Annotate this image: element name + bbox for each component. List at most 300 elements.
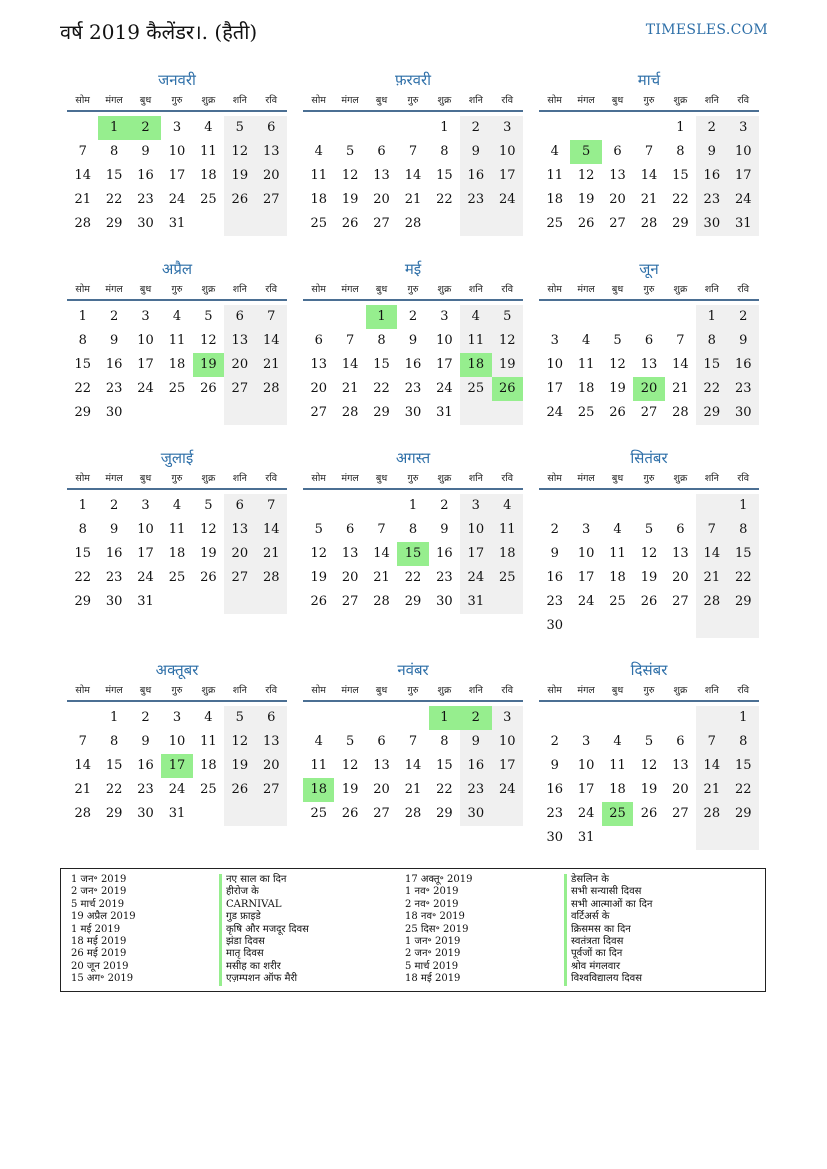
day-cell: 2 <box>728 305 759 329</box>
day-cell: 20 <box>224 542 255 566</box>
day-cell: 18 <box>200 168 217 183</box>
holiday-entry: 25 दिस॰ 2019 <box>405 923 469 935</box>
weekday-label: गुरु <box>171 95 183 106</box>
holiday-entry: सभी सन्यासी दिवस <box>564 886 652 898</box>
day-cell: 18 <box>200 758 217 773</box>
day-cell: 26 <box>224 188 255 212</box>
day-cell: 8 <box>728 730 759 754</box>
day-cell: 17 <box>161 754 192 778</box>
day-cell: 30 <box>137 216 154 231</box>
day-cell: 26 <box>577 216 595 231</box>
holiday-entry: 17 अक्तू॰ 2019 <box>405 874 473 885</box>
weekday-label: गुरु <box>171 685 183 696</box>
weekday-header <box>67 281 287 301</box>
day-cell: 28 <box>256 566 287 590</box>
day-cell: 28 <box>373 594 390 609</box>
weekday-label: सोम <box>311 473 326 484</box>
weekday-label: रवि <box>501 284 514 295</box>
holiday-entry: मातृ दिवस <box>219 948 309 960</box>
day-cell: 25 <box>200 782 217 797</box>
empty-cell <box>492 401 523 425</box>
day-cell: 27 <box>373 216 390 231</box>
weekday-header <box>303 682 523 702</box>
day-grid <box>303 494 523 614</box>
weekday-label: शनि <box>704 284 719 295</box>
weekday-label: बुध <box>611 473 624 484</box>
weekday-label: मंगल <box>577 473 595 484</box>
holiday-entry: क्रिसमस का दिन <box>564 924 652 936</box>
day-cell: 10 <box>577 546 595 561</box>
day-cell: 24 <box>728 188 759 212</box>
day-cell: 28 <box>74 216 91 231</box>
day-cell: 19 <box>577 192 595 207</box>
day-cell: 20 <box>633 377 664 401</box>
day-cell: 31 <box>728 212 759 236</box>
day-cell: 30 <box>696 212 727 236</box>
day-cell: 13 <box>672 546 689 561</box>
day-cell: 5 <box>613 333 622 348</box>
day-cell: 22 <box>728 566 759 590</box>
day-cell: 21 <box>256 353 287 377</box>
empty-cell <box>303 706 334 730</box>
day-cell: 29 <box>105 216 123 231</box>
holiday-entry: श्रोव मंगलवार <box>564 961 652 973</box>
day-cell: 15 <box>373 357 390 372</box>
day-cell: 22 <box>105 782 123 797</box>
day-cell: 5 <box>644 734 654 749</box>
weekday-label: शनि <box>468 95 483 106</box>
day-cell: 18 <box>492 542 523 566</box>
weekday-label: रवि <box>737 685 750 696</box>
holiday-entry: 15 अग॰ 2019 <box>71 973 134 985</box>
holiday-entry: 2 जन॰ 2019 <box>405 948 461 960</box>
month-name: जुलाई <box>160 449 194 467</box>
weekday-label: सोम <box>75 685 90 696</box>
weekday-label: मंगल <box>577 95 595 106</box>
day-cell: 30 <box>728 401 759 425</box>
day-cell: 3 <box>492 116 523 140</box>
day-cell: 18 <box>168 546 186 561</box>
day-cell: 10 <box>577 758 595 773</box>
day-cell: 14 <box>256 518 287 542</box>
day-cell: 9 <box>460 730 491 754</box>
day-cell: 2 <box>109 309 119 324</box>
weekday-label: शनि <box>468 685 483 696</box>
day-cell: 6 <box>256 116 287 140</box>
empty-cell <box>460 401 491 425</box>
day-cell: 17 <box>492 754 523 778</box>
day-cell: 7 <box>78 734 87 749</box>
weekday-label: शुक्र <box>201 284 216 295</box>
day-cell: 18 <box>303 778 334 802</box>
holiday-names-col2 <box>564 874 652 986</box>
day-cell: 3 <box>460 494 491 518</box>
day-cell: 23 <box>137 192 154 207</box>
day-cell: 22 <box>105 192 123 207</box>
empty-cell <box>256 212 287 236</box>
day-cell: 18 <box>460 353 491 377</box>
day-cell: 11 <box>168 333 186 348</box>
weekday-label: बुध <box>139 473 152 484</box>
day-cell: 21 <box>341 381 359 396</box>
day-cell: 1 <box>728 706 759 730</box>
weekday-label: बुध <box>375 284 388 295</box>
empty-cell <box>492 212 523 236</box>
day-cell: 23 <box>436 570 453 585</box>
month-block <box>67 70 287 236</box>
empty-cell <box>303 305 334 329</box>
day-cell: 23 <box>460 188 491 212</box>
empty-cell <box>665 826 696 850</box>
day-cell: 6 <box>256 706 287 730</box>
day-cell: 11 <box>609 758 626 773</box>
empty-cell <box>256 590 287 614</box>
day-cell: 19 <box>609 381 626 396</box>
day-cell: 10 <box>168 144 186 159</box>
day-cell: 17 <box>728 164 759 188</box>
day-cell: 19 <box>640 570 658 585</box>
day-cell: 21 <box>74 782 91 797</box>
day-cell: 7 <box>408 734 418 749</box>
day-cell: 12 <box>224 730 255 754</box>
day-cell: 8 <box>696 329 727 353</box>
day-cell: 7 <box>696 518 727 542</box>
day-cell: 16 <box>546 570 563 585</box>
day-cell: 9 <box>550 546 559 561</box>
day-cell: 4 <box>314 734 323 749</box>
weekday-label: मंगल <box>341 95 359 106</box>
day-cell: 9 <box>460 140 491 164</box>
weekday-label: शनि <box>704 685 719 696</box>
weekday-label: मंगल <box>341 685 359 696</box>
weekday-label: शनि <box>232 473 247 484</box>
empty-cell <box>539 116 570 140</box>
day-cell: 12 <box>341 168 359 183</box>
month-name: जनवरी <box>158 71 196 89</box>
day-cell: 7 <box>676 333 685 348</box>
weekday-label: शुक्र <box>201 473 216 484</box>
day-grid <box>539 494 759 638</box>
day-cell: 8 <box>377 333 386 348</box>
empty-cell <box>539 305 570 329</box>
day-cell: 27 <box>373 806 390 821</box>
empty-cell <box>256 802 287 826</box>
weekday-label: रवि <box>737 284 750 295</box>
day-cell: 26 <box>200 381 217 396</box>
day-cell: 6 <box>345 522 355 537</box>
weekday-label: गुरु <box>643 685 655 696</box>
weekday-header <box>539 92 759 112</box>
day-cell: 2 <box>550 522 559 537</box>
month-block <box>67 660 287 826</box>
empty-cell <box>539 706 570 730</box>
day-cell: 17 <box>460 542 491 566</box>
day-cell: 17 <box>546 381 563 396</box>
day-cell: 8 <box>728 518 759 542</box>
day-cell: 22 <box>672 192 689 207</box>
weekday-label: शनि <box>468 284 483 295</box>
day-grid <box>67 494 287 614</box>
day-cell: 19 <box>224 754 255 778</box>
month-block <box>303 70 523 236</box>
day-cell: 17 <box>436 357 453 372</box>
weekday-label: शुक्र <box>673 284 688 295</box>
day-cell: 18 <box>609 782 626 797</box>
holiday-entry: 1 जन॰ 2019 <box>405 936 461 948</box>
day-cell: 15 <box>74 357 91 372</box>
day-cell: 20 <box>373 192 390 207</box>
brand-link[interactable]: TIMESLES.COM <box>645 22 768 38</box>
empty-cell <box>602 826 633 850</box>
weekday-label: शुक्र <box>201 95 216 106</box>
month-block <box>303 660 523 826</box>
day-cell: 9 <box>440 522 449 537</box>
day-cell: 14 <box>373 546 390 561</box>
day-cell: 24 <box>168 192 186 207</box>
day-cell: 5 <box>644 522 654 537</box>
weekday-header <box>303 281 523 301</box>
day-cell: 25 <box>310 806 327 821</box>
day-cell: 5 <box>345 734 355 749</box>
weekday-label: बुध <box>139 95 152 106</box>
day-cell: 2 <box>440 498 449 513</box>
day-cell: 16 <box>105 546 123 561</box>
day-cell: 27 <box>672 594 689 609</box>
day-grid <box>67 305 287 425</box>
day-cell: 10 <box>137 333 154 348</box>
day-cell: 12 <box>577 168 595 183</box>
day-cell: 10 <box>492 140 523 164</box>
day-cell: 15 <box>397 542 428 566</box>
weekday-label: रवि <box>737 473 750 484</box>
day-cell: 11 <box>200 144 217 159</box>
day-cell: 30 <box>546 618 563 633</box>
day-cell: 12 <box>200 522 217 537</box>
day-cell: 27 <box>310 405 327 420</box>
day-cell: 12 <box>640 546 658 561</box>
day-cell: 26 <box>640 594 658 609</box>
day-cell: 4 <box>581 333 591 348</box>
day-cell: 29 <box>74 405 91 420</box>
day-cell: 19 <box>341 192 359 207</box>
holiday-entry: एज़म्पशन ऑफ मैरी <box>219 973 309 985</box>
holiday-entry: 5 मार्च 2019 <box>405 960 459 972</box>
day-cell: 5 <box>224 706 255 730</box>
day-cell: 21 <box>640 192 658 207</box>
day-cell: 2 <box>460 116 491 140</box>
empty-cell <box>334 305 365 329</box>
day-cell: 23 <box>105 570 123 585</box>
day-cell: 10 <box>137 522 154 537</box>
month-name: सितंबर <box>630 449 668 467</box>
day-cell: 13 <box>609 168 626 183</box>
day-cell: 25 <box>577 405 595 420</box>
day-cell: 19 <box>640 782 658 797</box>
day-cell: 25 <box>168 381 186 396</box>
weekday-label: मंगल <box>105 685 123 696</box>
day-cell: 17 <box>137 357 154 372</box>
day-cell: 19 <box>492 353 523 377</box>
holiday-names-col1 <box>219 874 309 986</box>
empty-cell <box>696 706 727 730</box>
day-cell: 2 <box>550 734 559 749</box>
day-cell: 4 <box>613 522 622 537</box>
day-cell: 25 <box>602 802 633 826</box>
weekday-label: रवि <box>501 685 514 696</box>
day-cell: 28 <box>404 806 422 821</box>
weekday-label: बुध <box>611 685 624 696</box>
day-cell: 13 <box>224 518 255 542</box>
day-cell: 21 <box>696 778 727 802</box>
weekday-label: रवि <box>501 95 514 106</box>
day-cell: 30 <box>436 594 453 609</box>
day-cell: 6 <box>314 333 323 348</box>
day-cell: 31 <box>168 216 186 231</box>
day-cell: 29 <box>696 401 727 425</box>
holiday-entry: 1 नव॰ 2019 <box>405 886 459 898</box>
day-cell: 30 <box>105 405 123 420</box>
day-cell: 5 <box>492 305 523 329</box>
empty-cell <box>193 212 224 236</box>
weekday-label: सोम <box>75 95 90 106</box>
day-cell: 9 <box>696 140 727 164</box>
day-cell: 24 <box>460 566 491 590</box>
holiday-entry: हीरोज के <box>219 886 309 898</box>
empty-cell <box>602 706 633 730</box>
day-cell: 3 <box>581 734 591 749</box>
weekday-label: सोम <box>547 284 562 295</box>
day-cell: 13 <box>256 140 287 164</box>
month-block <box>539 259 759 425</box>
month-block <box>67 259 287 425</box>
day-cell: 19 <box>310 570 327 585</box>
weekday-label: शुक्र <box>673 95 688 106</box>
empty-cell <box>570 706 601 730</box>
empty-cell <box>633 494 664 518</box>
day-cell: 30 <box>404 405 422 420</box>
empty-cell <box>67 116 98 140</box>
day-cell: 4 <box>460 305 491 329</box>
day-cell: 7 <box>78 144 87 159</box>
month-name: मार्च <box>637 71 661 89</box>
weekday-label: सोम <box>75 284 90 295</box>
day-cell: 3 <box>550 333 559 348</box>
day-cell: 15 <box>105 168 123 183</box>
day-cell: 13 <box>672 758 689 773</box>
holiday-entry: पूर्वजों का दिन <box>564 948 652 960</box>
day-cell: 29 <box>728 802 759 826</box>
day-cell: 23 <box>546 594 563 609</box>
day-cell: 20 <box>341 570 359 585</box>
day-cell: 6 <box>224 305 255 329</box>
holiday-entry: डेसलिन के <box>564 874 652 886</box>
day-cell: 11 <box>168 522 186 537</box>
empty-cell <box>633 305 664 329</box>
empty-cell <box>633 706 664 730</box>
page-title: वर्ष 2019 कैलेंडर।. (हैती) <box>60 20 258 44</box>
day-cell: 9 <box>109 333 119 348</box>
day-cell: 7 <box>696 730 727 754</box>
day-cell: 1 <box>98 116 129 140</box>
day-cell: 4 <box>204 710 213 725</box>
day-cell: 8 <box>78 522 87 537</box>
day-grid <box>539 305 759 425</box>
day-cell: 17 <box>577 782 595 797</box>
month-block <box>303 259 523 425</box>
day-cell: 3 <box>492 706 523 730</box>
day-cell: 29 <box>672 216 689 231</box>
weekday-label: गुरु <box>407 473 419 484</box>
day-cell: 31 <box>168 806 186 821</box>
day-cell: 25 <box>609 594 626 609</box>
holiday-list <box>60 868 766 992</box>
day-grid <box>539 706 759 850</box>
day-cell: 26 <box>310 594 327 609</box>
empty-cell <box>334 706 365 730</box>
month-name: अक्तूबर <box>155 661 199 679</box>
day-cell: 1 <box>429 706 460 730</box>
day-cell: 17 <box>492 164 523 188</box>
weekday-label: सोम <box>311 95 326 106</box>
day-cell: 6 <box>676 734 685 749</box>
day-grid <box>303 706 523 826</box>
day-cell: 23 <box>105 381 123 396</box>
day-cell: 5 <box>224 116 255 140</box>
day-cell: 26 <box>224 778 255 802</box>
day-cell: 22 <box>728 778 759 802</box>
day-cell: 12 <box>310 546 327 561</box>
day-cell: 13 <box>341 546 359 561</box>
day-cell: 13 <box>640 357 658 372</box>
day-grid <box>303 116 523 236</box>
day-grid <box>67 116 287 236</box>
day-cell: 13 <box>310 357 327 372</box>
weekday-label: मंगल <box>105 284 123 295</box>
holiday-entry: 2 जन॰ 2019 <box>71 886 127 898</box>
empty-cell <box>570 614 601 638</box>
empty-cell <box>366 706 397 730</box>
holiday-entry: विश्वविद्यालय दिवस <box>564 973 652 985</box>
day-cell: 26 <box>341 806 359 821</box>
day-cell: 17 <box>577 570 595 585</box>
day-cell: 28 <box>341 405 359 420</box>
weekday-label: बुध <box>375 473 388 484</box>
empty-cell <box>633 116 664 140</box>
day-cell: 9 <box>408 333 418 348</box>
day-cell: 31 <box>436 405 453 420</box>
month-block <box>539 448 759 638</box>
empty-cell <box>602 494 633 518</box>
day-cell: 15 <box>728 754 759 778</box>
day-cell: 10 <box>728 140 759 164</box>
day-cell: 25 <box>492 566 523 590</box>
day-cell: 7 <box>256 494 287 518</box>
day-cell: 8 <box>78 333 87 348</box>
day-cell: 6 <box>377 144 386 159</box>
weekday-label: गुरु <box>407 95 419 106</box>
day-cell: 12 <box>609 357 626 372</box>
empty-cell <box>256 401 287 425</box>
day-cell: 4 <box>550 144 559 159</box>
day-cell: 1 <box>728 494 759 518</box>
day-cell: 13 <box>373 758 390 773</box>
day-cell: 12 <box>640 758 658 773</box>
day-cell: 21 <box>74 192 91 207</box>
weekday-label: शनि <box>704 95 719 106</box>
empty-cell <box>224 802 255 826</box>
day-cell: 17 <box>137 546 154 561</box>
empty-cell <box>633 826 664 850</box>
